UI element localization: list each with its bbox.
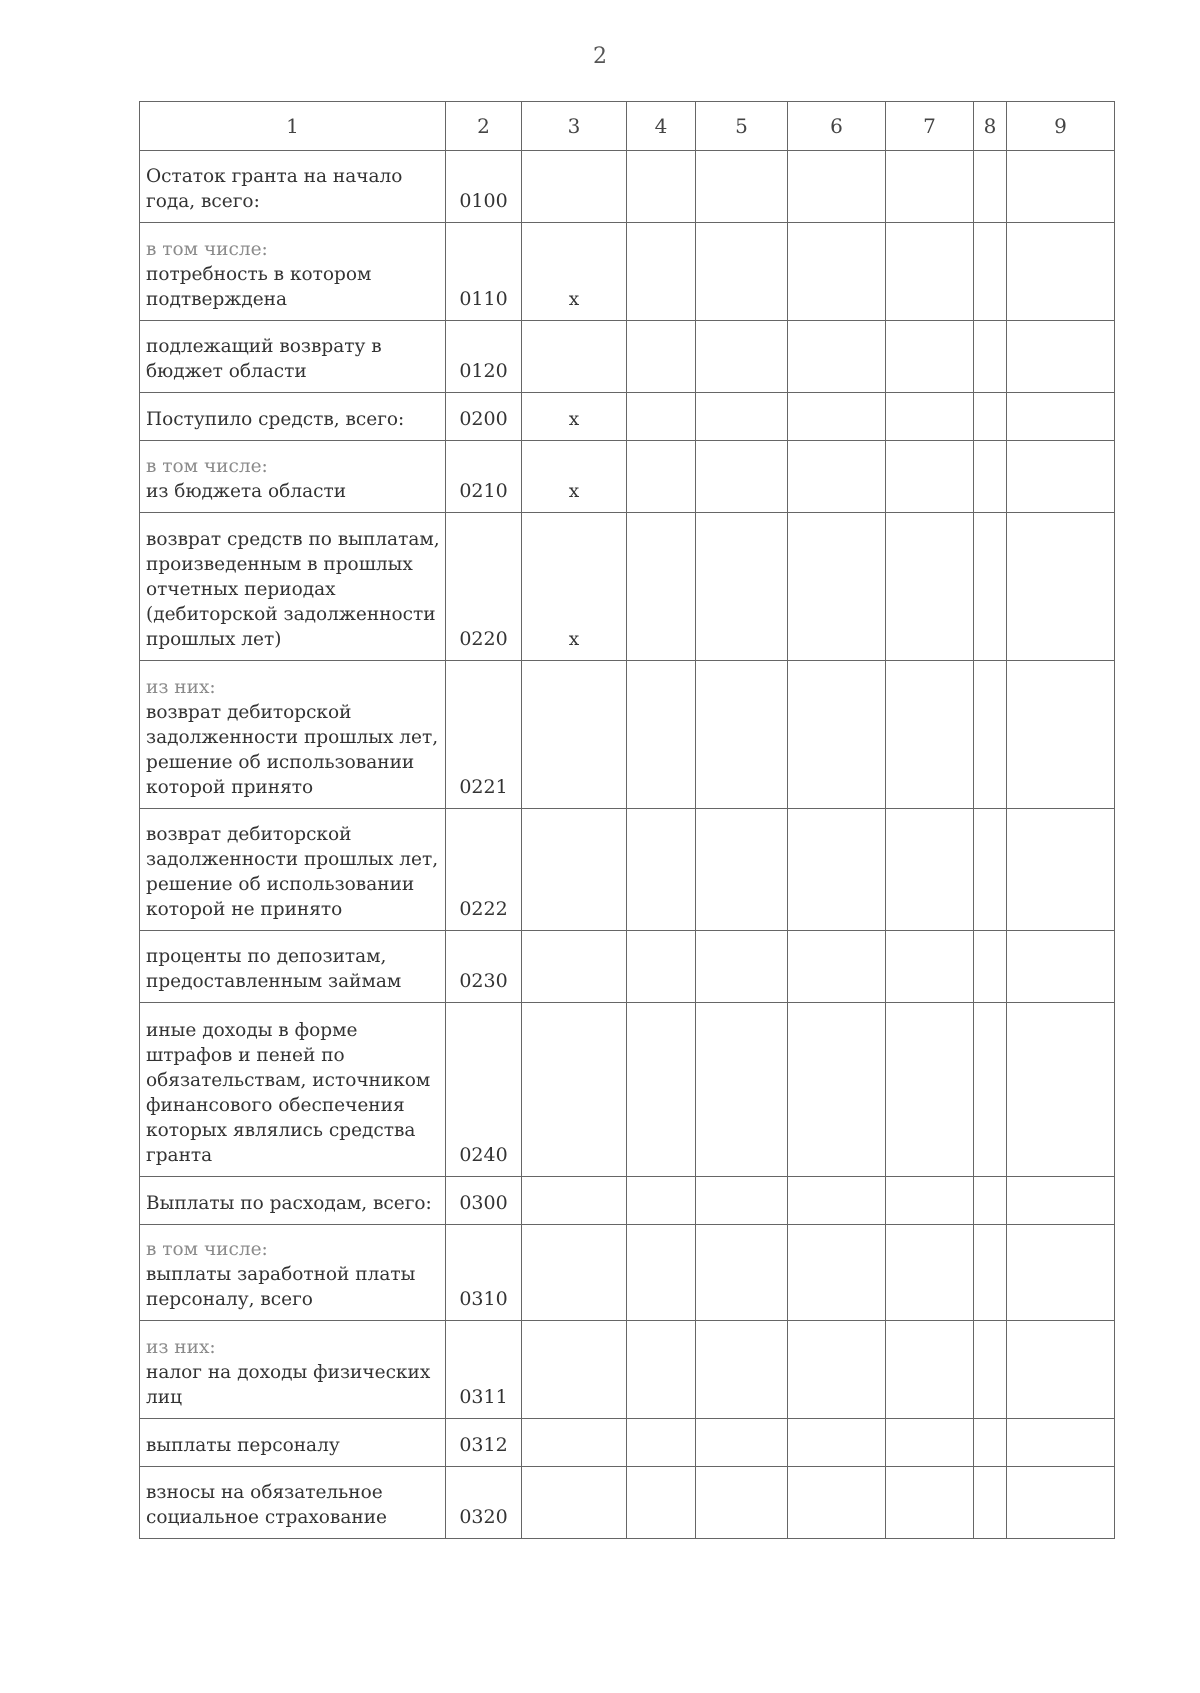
- row-label-line: года, всего:: [146, 191, 260, 212]
- row-label: [140, 151, 446, 223]
- row-col8-cell: [974, 513, 1007, 661]
- row-col9-cell: [1007, 1225, 1115, 1321]
- row-col9-cell: [1007, 223, 1115, 321]
- table-row: [140, 513, 1115, 661]
- row-col7-cell: [886, 1225, 974, 1321]
- row-label: [140, 1225, 446, 1321]
- row-col7-cell: [886, 661, 974, 809]
- row-col8-cell: [974, 1419, 1007, 1467]
- row-col5-cell: [696, 931, 788, 1003]
- row-col6-cell: [788, 321, 886, 393]
- row-col6-cell: [788, 1225, 886, 1321]
- row-col8-cell: [974, 661, 1007, 809]
- row-col7-cell: [886, 1321, 974, 1419]
- row-col5-cell: [696, 321, 788, 393]
- row-col9-cell: [1007, 321, 1115, 393]
- row-code: 0300: [446, 1177, 522, 1225]
- row-label-line: предоставленным займам: [146, 971, 402, 992]
- row-label-line: иные доходы в форме: [146, 1020, 358, 1041]
- row-col7-cell: [886, 1003, 974, 1177]
- table-row: [140, 151, 1115, 223]
- row-col8-cell: [974, 441, 1007, 513]
- row-col9-cell: [1007, 1003, 1115, 1177]
- table-row: [140, 1225, 1115, 1321]
- row-code: 0320: [446, 1467, 522, 1539]
- row-col4-cell: [627, 1003, 696, 1177]
- row-col3-value: x: [522, 441, 627, 513]
- row-col3-value: [522, 321, 627, 393]
- row-label-line: задолженности прошлых лет,: [146, 727, 439, 748]
- row-label-line: возврат средств по выплатам,: [146, 529, 440, 550]
- row-col5-cell: [696, 1467, 788, 1539]
- row-label: [140, 661, 446, 809]
- row-col5-cell: [696, 223, 788, 321]
- table-row: [140, 1321, 1115, 1419]
- row-label-line: возврат дебиторской: [146, 702, 352, 723]
- row-col9-cell: [1007, 441, 1115, 513]
- row-col4-cell: [627, 513, 696, 661]
- row-col3-value: x: [522, 223, 627, 321]
- header-col-4: 4: [627, 102, 696, 151]
- row-col5-cell: [696, 1321, 788, 1419]
- row-code: 0221: [446, 661, 522, 809]
- row-label-line: обязательствам, источником: [146, 1070, 431, 1091]
- row-code: 0310: [446, 1225, 522, 1321]
- row-col7-cell: [886, 513, 974, 661]
- row-col6-cell: [788, 1467, 886, 1539]
- row-col8-cell: [974, 1467, 1007, 1539]
- row-col6-cell: [788, 661, 886, 809]
- row-label-line: отчетных периодах: [146, 579, 336, 600]
- row-col5-cell: [696, 661, 788, 809]
- row-label-line: решение об использовании: [146, 752, 415, 773]
- table-row: [140, 809, 1115, 931]
- row-col7-cell: [886, 151, 974, 223]
- row-col3-value: [522, 1177, 627, 1225]
- row-label: [140, 1419, 446, 1467]
- table-row: [140, 223, 1115, 321]
- row-col5-cell: [696, 1003, 788, 1177]
- row-col7-cell: [886, 223, 974, 321]
- row-col4-cell: [627, 223, 696, 321]
- row-col3-value: x: [522, 393, 627, 441]
- row-label-line: которой принято: [146, 777, 314, 798]
- row-label: [140, 1321, 446, 1419]
- row-col8-cell: [974, 809, 1007, 931]
- row-col8-cell: [974, 1225, 1007, 1321]
- row-label-line: которой не принято: [146, 899, 343, 920]
- row-label-line: произведенным в прошлых: [146, 554, 413, 575]
- table-row: [140, 1467, 1115, 1539]
- row-label-line: подтверждена: [146, 289, 288, 310]
- row-col7-cell: [886, 931, 974, 1003]
- table-row: [140, 661, 1115, 809]
- row-col9-cell: [1007, 1467, 1115, 1539]
- row-code: 0222: [446, 809, 522, 931]
- row-label: [140, 393, 446, 441]
- report-body: [140, 102, 1115, 1539]
- row-code: 0200: [446, 393, 522, 441]
- table-row: [140, 1419, 1115, 1467]
- row-col5-cell: [696, 441, 788, 513]
- row-col3-value: [522, 1321, 627, 1419]
- row-label-line: в том числе:: [146, 1239, 268, 1260]
- row-label: [140, 1003, 446, 1177]
- row-col6-cell: [788, 151, 886, 223]
- row-col9-cell: [1007, 151, 1115, 223]
- row-col7-cell: [886, 1419, 974, 1467]
- row-code: 0230: [446, 931, 522, 1003]
- row-col9-cell: [1007, 931, 1115, 1003]
- row-label-line: возврат дебиторской: [146, 824, 352, 845]
- row-col4-cell: [627, 1177, 696, 1225]
- row-label-line: из них:: [146, 1337, 216, 1358]
- row-label: [140, 1177, 446, 1225]
- row-col3-value: [522, 931, 627, 1003]
- row-col4-cell: [627, 1225, 696, 1321]
- row-label-line: налог на доходы физических: [146, 1362, 431, 1383]
- row-label-line: финансового обеспечения: [146, 1095, 405, 1116]
- row-col6-cell: [788, 441, 886, 513]
- table-row: [140, 931, 1115, 1003]
- table-row: [140, 321, 1115, 393]
- row-col7-cell: [886, 1177, 974, 1225]
- header-col-8: 8: [974, 102, 1007, 151]
- row-label-line: Выплаты по расходам, всего:: [146, 1193, 432, 1214]
- table-row: [140, 441, 1115, 513]
- row-col3-value: [522, 1003, 627, 1177]
- row-col9-cell: [1007, 661, 1115, 809]
- row-col6-cell: [788, 1003, 886, 1177]
- row-label: [140, 513, 446, 661]
- row-label-line: подлежащий возврату в: [146, 336, 382, 357]
- row-label-line: гранта: [146, 1145, 213, 1166]
- row-code: 0312: [446, 1419, 522, 1467]
- row-col5-cell: [696, 1419, 788, 1467]
- row-col7-cell: [886, 393, 974, 441]
- row-col4-cell: [627, 809, 696, 931]
- page-number: 2: [593, 44, 607, 69]
- row-col8-cell: [974, 931, 1007, 1003]
- row-code: 0100: [446, 151, 522, 223]
- row-col5-cell: [696, 151, 788, 223]
- row-label-line: из них:: [146, 677, 216, 698]
- row-col9-cell: [1007, 1321, 1115, 1419]
- row-col8-cell: [974, 1003, 1007, 1177]
- row-col5-cell: [696, 1225, 788, 1321]
- header-col-2: 2: [446, 102, 522, 151]
- row-col5-cell: [696, 393, 788, 441]
- row-label-line: которых являлись средства: [146, 1120, 416, 1141]
- row-col8-cell: [974, 223, 1007, 321]
- row-col6-cell: [788, 1321, 886, 1419]
- row-col6-cell: [788, 809, 886, 931]
- header-col-3: 3: [522, 102, 627, 151]
- row-code: 0311: [446, 1321, 522, 1419]
- table-row: [140, 393, 1115, 441]
- row-col8-cell: [974, 1321, 1007, 1419]
- row-code: 0220: [446, 513, 522, 661]
- report-table: [139, 101, 1115, 1539]
- row-label-line: прошлых лет): [146, 629, 282, 650]
- row-label: [140, 223, 446, 321]
- row-label-line: социальное страхование: [146, 1507, 387, 1528]
- row-col8-cell: [974, 321, 1007, 393]
- row-col6-cell: [788, 1177, 886, 1225]
- row-col5-cell: [696, 809, 788, 931]
- row-col4-cell: [627, 1419, 696, 1467]
- row-label-line: задолженности прошлых лет,: [146, 849, 439, 870]
- row-label-line: выплаты заработной платы: [146, 1264, 416, 1285]
- header-col-1: 1: [140, 102, 446, 151]
- row-label: [140, 441, 446, 513]
- row-label-line: лиц: [146, 1387, 182, 1408]
- table-row: [140, 1177, 1115, 1225]
- row-col5-cell: [696, 1177, 788, 1225]
- row-col7-cell: [886, 1467, 974, 1539]
- header-col-5: 5: [696, 102, 788, 151]
- row-col4-cell: [627, 393, 696, 441]
- row-code: 0120: [446, 321, 522, 393]
- row-label-line: из бюджета области: [146, 481, 347, 502]
- row-col4-cell: [627, 1321, 696, 1419]
- row-label-line: в том числе:: [146, 239, 268, 260]
- row-col9-cell: [1007, 393, 1115, 441]
- row-col6-cell: [788, 931, 886, 1003]
- header-row: [140, 102, 1115, 151]
- row-col3-value: [522, 1225, 627, 1321]
- row-col9-cell: [1007, 809, 1115, 931]
- row-label-line: проценты по депозитам,: [146, 946, 387, 967]
- row-col5-cell: [696, 513, 788, 661]
- row-col3-value: [522, 661, 627, 809]
- row-col6-cell: [788, 1419, 886, 1467]
- row-col3-value: [522, 151, 627, 223]
- row-col9-cell: [1007, 1177, 1115, 1225]
- row-label-line: (дебиторской задолженности: [146, 604, 436, 625]
- table-row: [140, 1003, 1115, 1177]
- row-label-line: решение об использовании: [146, 874, 415, 895]
- row-code: 0110: [446, 223, 522, 321]
- row-col3-value: x: [522, 513, 627, 661]
- row-label-line: взносы на обязательное: [146, 1482, 383, 1503]
- row-col7-cell: [886, 321, 974, 393]
- row-col6-cell: [788, 513, 886, 661]
- row-label: [140, 931, 446, 1003]
- row-col4-cell: [627, 931, 696, 1003]
- row-label-line: Остаток гранта на начало: [146, 166, 403, 187]
- row-label-line: персоналу, всего: [146, 1289, 313, 1310]
- row-col3-value: [522, 1467, 627, 1539]
- row-col4-cell: [627, 1467, 696, 1539]
- row-label-line: в том числе:: [146, 456, 268, 477]
- row-label: [140, 1467, 446, 1539]
- row-label-line: потребность в котором: [146, 264, 372, 285]
- row-label-line: выплаты персоналу: [146, 1435, 340, 1456]
- row-col8-cell: [974, 393, 1007, 441]
- header-col-6: 6: [788, 102, 886, 151]
- row-col8-cell: [974, 1177, 1007, 1225]
- row-col6-cell: [788, 393, 886, 441]
- row-col4-cell: [627, 321, 696, 393]
- row-col4-cell: [627, 151, 696, 223]
- row-label-line: Поступило средств, всего:: [146, 409, 405, 430]
- row-label-line: бюджет области: [146, 361, 307, 382]
- header-col-9: 9: [1007, 102, 1115, 151]
- row-col8-cell: [974, 151, 1007, 223]
- row-col7-cell: [886, 809, 974, 931]
- row-col9-cell: [1007, 513, 1115, 661]
- row-code: 0240: [446, 1003, 522, 1177]
- header-col-7: 7: [886, 102, 974, 151]
- row-col4-cell: [627, 661, 696, 809]
- row-label-line: штрафов и пеней по: [146, 1045, 345, 1066]
- row-col6-cell: [788, 223, 886, 321]
- row-col9-cell: [1007, 1419, 1115, 1467]
- row-col3-value: [522, 1419, 627, 1467]
- row-col4-cell: [627, 441, 696, 513]
- row-col3-value: [522, 809, 627, 931]
- row-label: [140, 809, 446, 931]
- row-col7-cell: [886, 441, 974, 513]
- row-code: 0210: [446, 441, 522, 513]
- row-label: [140, 321, 446, 393]
